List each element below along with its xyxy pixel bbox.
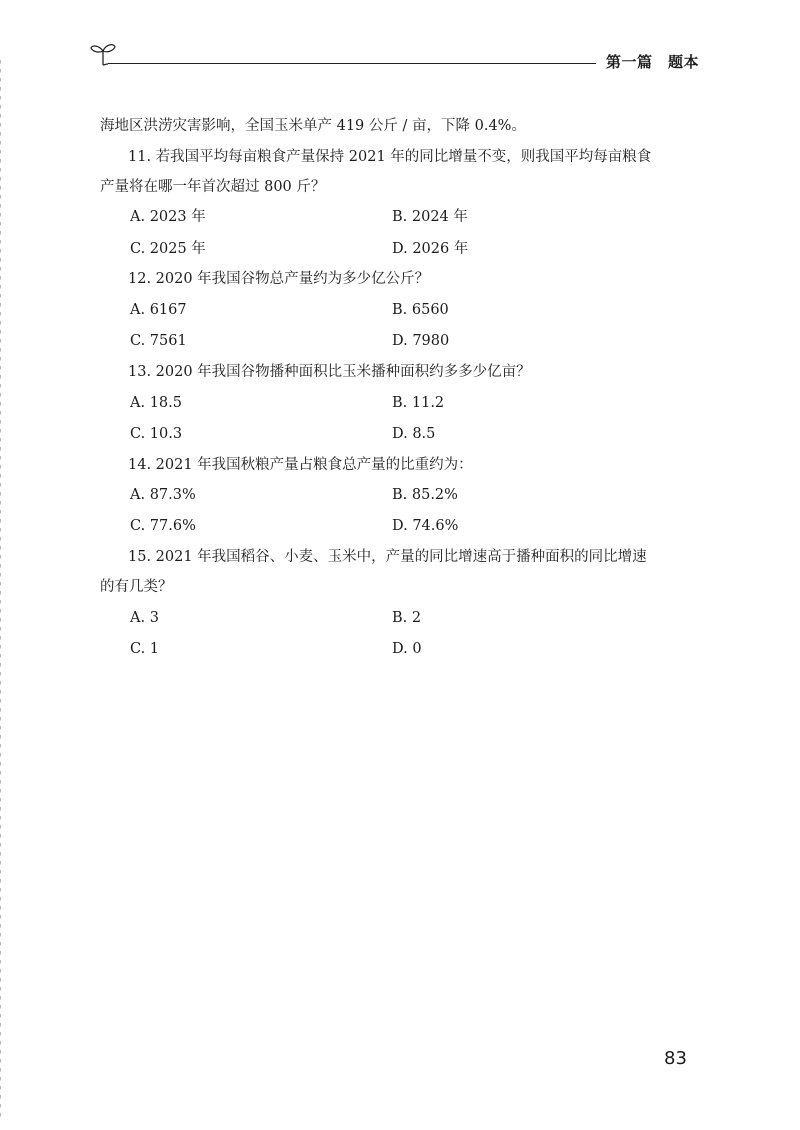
question-13-stem: 13. 2020 年我国谷物播种面积比玉米播种面积约多多少亿亩？ (128, 364, 531, 380)
question-11-option-b: B. 2024 年 (392, 209, 468, 225)
question-14-option-a: A. 87.3% (130, 487, 196, 503)
question-15-option-b: B. 2 (392, 610, 422, 626)
section-title: 第一篇 题本 (606, 53, 700, 71)
page-number: 83 (664, 1048, 687, 1069)
question-14-option-b: B. 85.2% (392, 487, 458, 503)
intro-text: 海地区洪涝灾害影响，全国玉米单产 419 公斤 / 亩，下降 0.4%。 (100, 118, 526, 134)
question-14-stem: 14. 2021 年我国秋粮产量占粮食总产量的比重约为： (128, 457, 473, 473)
question-15-option-c: C. 1 (130, 641, 160, 657)
header-rule (108, 63, 596, 64)
question-13-option-a: A. 18.5 (130, 395, 182, 411)
question-15-option-a: A. 3 (130, 610, 159, 626)
scan-edge-dots (0, 60, 3, 1120)
question-13-option-d: D. 8.5 (392, 426, 436, 442)
question-15-option-d: D. 0 (392, 641, 422, 657)
question-14-option-d: D. 74.6% (392, 518, 459, 534)
question-12-stem: 12. 2020 年我国谷物总产量约为多少亿公斤？ (128, 271, 430, 287)
question-13-option-c: C. 10.3 (130, 426, 183, 442)
question-15-stem-line2: 的有几类？ (100, 579, 173, 595)
question-11-option-d: D. 2026 年 (392, 241, 469, 257)
question-14-option-c: C. 77.6% (130, 518, 196, 534)
question-11-stem-line2: 产量将在哪一年首次超过 800 斤？ (100, 179, 326, 195)
question-12-option-a: A. 6167 (130, 302, 187, 318)
question-15-stem-line1: 15. 2021 年我国稻谷、小麦、玉米中，产量的同比增速高于播种面积的同比增速 (128, 549, 647, 565)
question-11-option-a: A. 2023 年 (130, 209, 206, 225)
question-13-option-b: B. 11.2 (392, 395, 445, 411)
question-12-option-b: B. 6560 (392, 302, 449, 318)
question-12-option-c: C. 7561 (130, 333, 187, 349)
question-11-option-c: C. 2025 年 (130, 241, 206, 257)
question-12-option-d: D. 7980 (392, 333, 450, 349)
question-11-stem-line1: 11. 若我国平均每亩粮食产量保持 2021 年的同比增量不变，则我国平均每亩粮食 (128, 149, 652, 165)
